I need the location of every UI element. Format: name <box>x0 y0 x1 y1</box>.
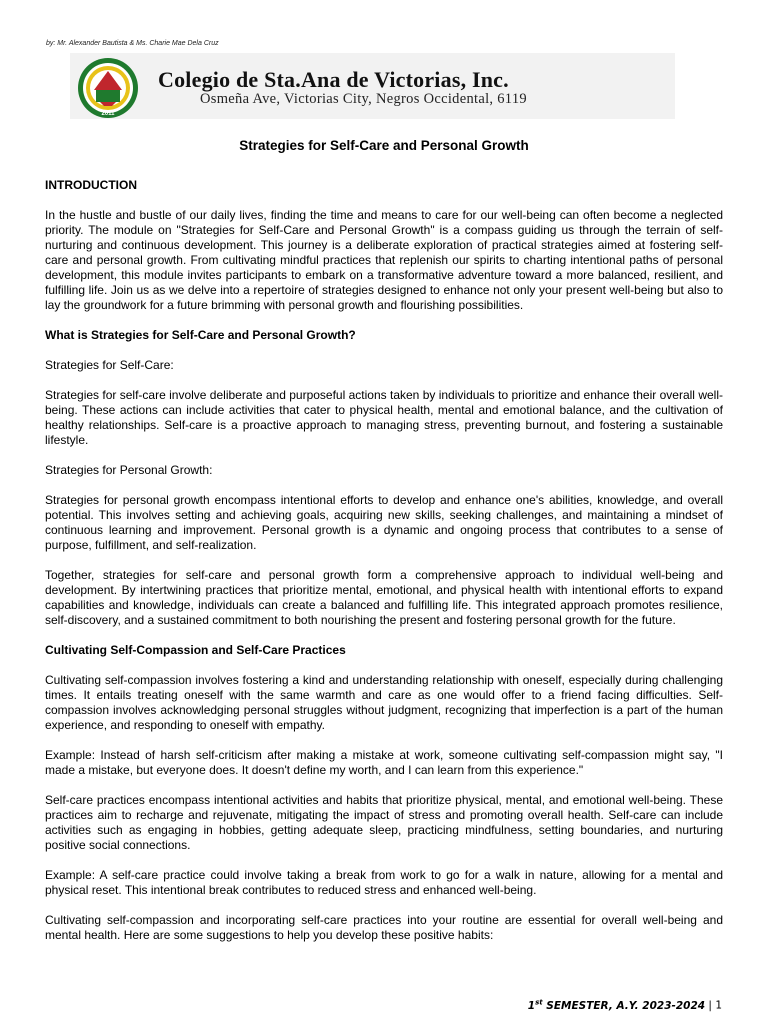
page-footer <box>528 998 722 1012</box>
semester-ordinal-suffix: st <box>535 998 543 1006</box>
together-paragraph: Together, strategies for self-care and personal growth form a comprehensive approach to individual well-being and development. By intertwining practices that prioritize mental, emotional, and physical health with intentional efforts to expand capabilities and knowledge, individuals can create a balanced and fulfilling life. This integrated approach promotes resilience, self-discovery, and a sustained commitment to both nourishing the present and fostering personal growth for the future. <box>45 568 723 627</box>
semester-label <box>528 1000 705 1012</box>
self-compassion-paragraph: Cultivating self-compassion involves fostering a kind and understanding relationship with oneself, especially during challenging times. It entails treating oneself with the same warmth and care as one would offer to a friend facing difficulties. Self-compassion involves acknowledging personal struggles without judgment, recognizing that imperfection is a part of the human experience, and responding to oneself with empathy. <box>45 673 723 732</box>
footer-separator: | <box>705 999 716 1012</box>
semester-text: SEMESTER, A.Y. 2023-2024 <box>542 999 706 1012</box>
self-care-paragraph: Strategies for self-care involve deliberate and purposeful actions taken by individuals to prioritize and enhance their overall well-being. These actions can include activities that cater to physical health, mental and emotional balance, and the cultivation of healthy relationships. Self-care is a proactive approach to managing stress, preventing burnout, and fostering a sustainable lifestyle. <box>45 388 723 447</box>
closing-paragraph: Cultivating self-compassion and incorporating self-care practices into your routine are essential for overall well-being and mental health. Here are some suggestions to help you develop these positive habits: <box>45 913 723 942</box>
document-body <box>45 138 723 958</box>
document-title: Strategies for Self-Care and Personal Growth <box>239 138 529 153</box>
self-compassion-heading: Cultivating Self-Compassion and Self-Care Practices <box>45 643 346 657</box>
personal-growth-paragraph: Strategies for personal growth encompass intentional efforts to develop and enhance one's abilities, knowledge, and overall potential. This involves setting and achieving goals, acquiring new skills, seeking challenges, and maintaining a mindset of continuous learning and improvement. Personal growth is a dynamic and ongoing process that contributes to a sense of purpose, fulfillment, and self-realization. <box>45 493 723 552</box>
introduction-paragraph: In the hustle and bustle of our daily lives, finding the time and means to care for our well-being can often become a neglected priority. The module on "Strategies for Self-Care and Personal Growth" is a compass guiding us through the terrain of self-nurturing and continuous development. This journey is a deliberate exploration of practical strategies aimed at fostering self-care and personal growth. From cultivating mindful practices that replenish our spirits to charting intentional paths of personal development, this module invites participants to embark on a transformative adventure toward a more balanced, resilient, and fulfilling life. Join us as we delve into a repertoire of strategies designed to enhance not only your present well-being but also to lay the groundwork for a future brimming with personal growth and flourishing possibilities. <box>45 208 723 312</box>
school-address: Osmeña Ave, Victorias City, Negros Occidental, 6119 <box>200 91 527 107</box>
school-name: Colegio de Sta.Ana de Victorias, Inc. <box>158 67 509 92</box>
authors-credit: by: Mr. Alexander Bautista & Ms. Charie Mae Dela Cruz <box>46 40 219 47</box>
school-seal-icon <box>76 56 140 120</box>
school-banner <box>70 53 675 119</box>
seal-year: 2011 <box>101 111 115 117</box>
example-self-care: Example: A self-care practice could involve taking a break from work to go for a walk in nature, allowing for a mental and physical reset. This intentional break contributes to reduced stress and enhanced well-being. <box>45 868 723 897</box>
page-number: 1 <box>715 999 722 1012</box>
self-care-label: Strategies for Self-Care: <box>45 358 174 372</box>
personal-growth-label: Strategies for Personal Growth: <box>45 463 213 477</box>
what-is-heading: What is Strategies for Self-Care and Personal Growth? <box>45 328 356 342</box>
example-self-compassion: Example: Instead of harsh self-criticism after making a mistake at work, someone cultivating self-compassion might say, "I made a mistake, but everyone does. It doesn't define my worth, and I can learn from this experience." <box>45 748 723 777</box>
introduction-heading: INTRODUCTION <box>45 178 137 192</box>
semester-ordinal: 1 <box>527 999 536 1012</box>
self-care-practices-paragraph: Self-care practices encompass intentional activities and habits that prioritize physical, mental, and emotional well-being. These practices aim to recharge and rejuvenate, mitigating the impact of stress and promoting overall health. Self-care can include activities such as engaging in hobbies, getting adequate sleep, practicing mindfulness, setting boundaries, and nurturing positive social connections. <box>45 793 723 852</box>
